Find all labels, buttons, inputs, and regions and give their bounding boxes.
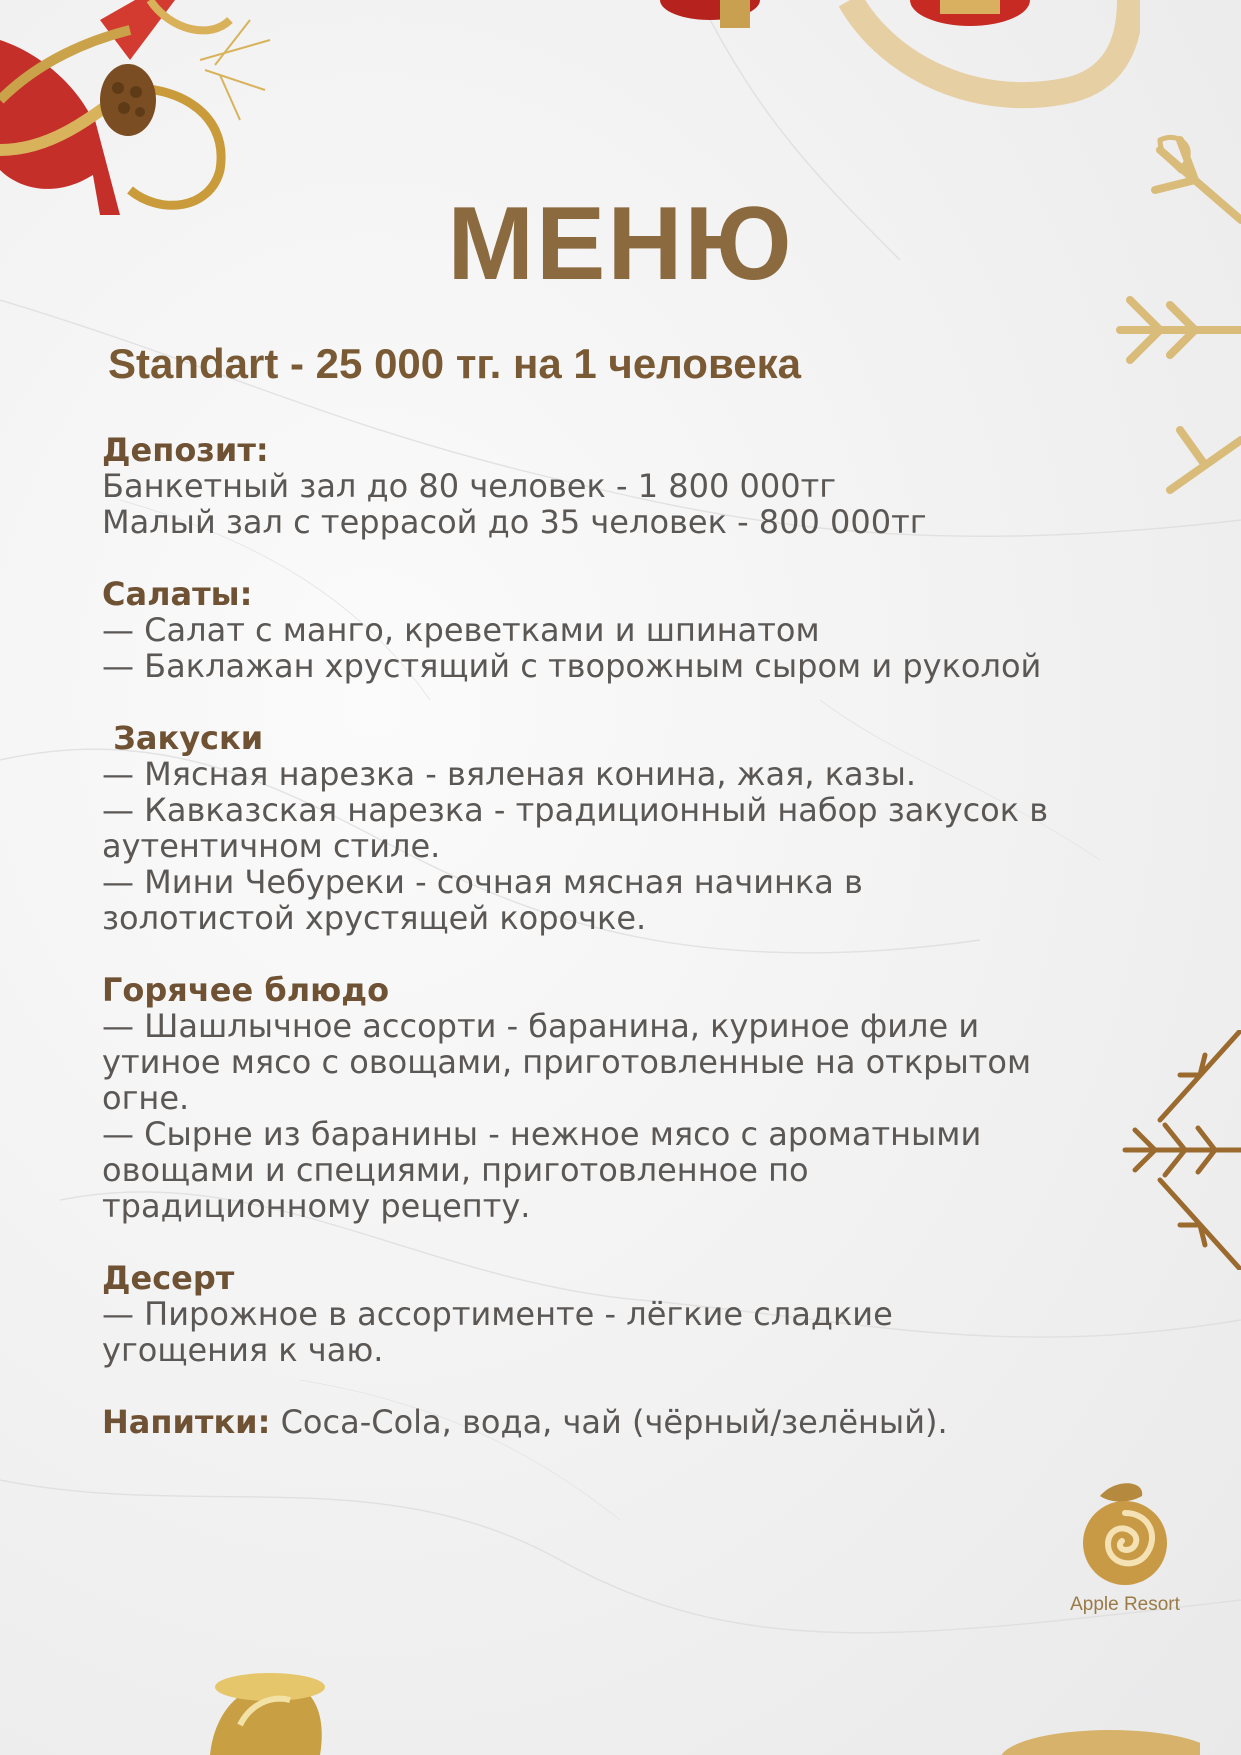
starter-item: — Мясная нарезка - вяленая конина, жая, казы. [102,755,917,793]
dessert-section [102,1260,1142,1368]
drinks-section [102,1404,1142,1440]
starter-item: аутентичном стиле. [102,827,441,865]
drinks-text: Coca-Cola, вода, чай (чёрный/зелёный). [270,1403,948,1441]
salad-item: — Баклажан хрустящий с творожным сыром и руколой [102,647,1042,685]
gold-ornament-edge [1000,1715,1200,1755]
hot-dish-item: — Шашлычное ассорти - баранина, куриное филе и [102,1007,980,1045]
deposit-section [102,432,1142,540]
menu-content [102,432,1142,1476]
deposit-line: Малый зал с террасой до 35 человек - 800 000тг [102,503,927,541]
red-ball-ornament [660,0,1140,130]
hot-dish-heading: Горячее блюдо [102,971,390,1009]
dessert-item: — Пирожное в ассортименте - лёгкие сладкие [102,1295,893,1333]
apple-resort-logo [1060,1478,1190,1616]
dessert-heading: Десерт [102,1259,235,1297]
hot-dish-item: — Сырне из баранины - нежное мясо с ароматными [102,1115,982,1153]
hot-dish-item: овощами и специями, приготовленное по [102,1151,809,1189]
hot-dish-section [102,972,1142,1224]
salads-heading: Салаты: [102,575,253,613]
starters-heading: Закуски [102,719,264,757]
gold-bell-icon [200,1665,340,1755]
apple-swirl-logo-icon [1070,1478,1180,1588]
hot-dish-item: огне. [102,1079,190,1117]
menu-subtitle: Standart - 25 000 тг. на 1 человека [108,340,801,387]
deposit-heading: Депозит: [102,431,269,469]
hot-dish-item: традиционному рецепту. [102,1187,531,1225]
page-title: МЕНЮ [447,186,794,302]
starter-item: золотистой хрустящей корочке. [102,899,647,937]
logo-name: Apple Resort [1070,1594,1180,1615]
hot-dish-item: утиное мясо с овощами, приготовленные на открытом [102,1043,1032,1081]
salad-item: — Салат с манго, креветками и шпинатом [102,611,820,649]
salads-section [102,576,1142,684]
dessert-item: угощения к чаю. [102,1331,384,1369]
starters-section [102,720,1142,936]
starter-item: — Мини Чебуреки - сочная мясная начинка в [102,863,863,901]
deposit-line: Банкетный зал до 80 человек - 1 800 000тг [102,467,837,505]
drinks-heading: Напитки: [102,1403,271,1441]
starter-item: — Кавказская нарезка - традиционный набор закусок в [102,791,1049,829]
